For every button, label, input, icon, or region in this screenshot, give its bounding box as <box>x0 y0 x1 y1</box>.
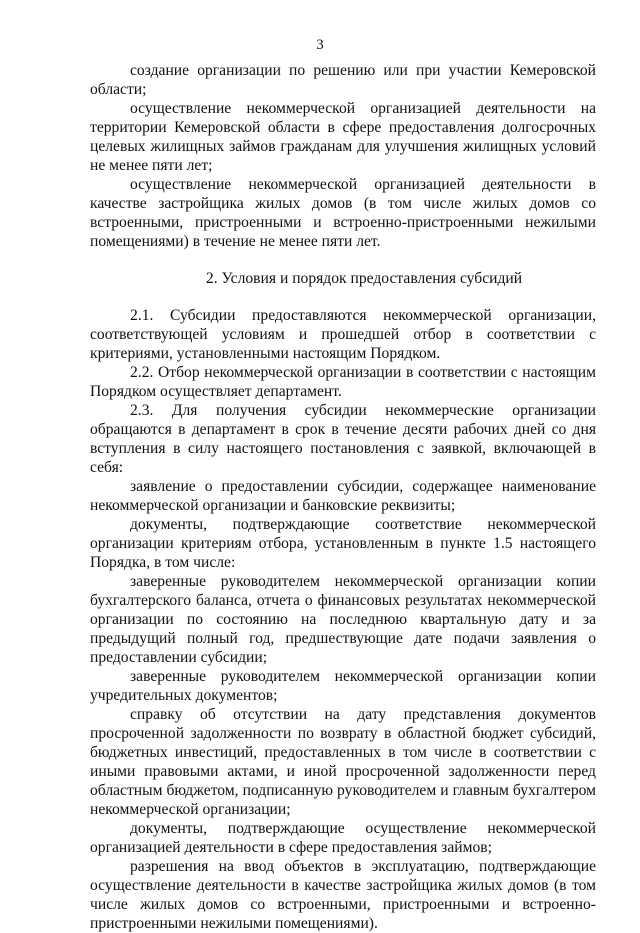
list-item: разрешения на ввод объектов в эксплуатацию, подтверждающие осуществление деятельности в качестве застройщика жилых домов (в том числе жилых домов со встроенными, пристроенными и встроенно-пристроенными нежилыми помещениями). <box>90 858 596 932</box>
clause-2-1: 2.1. Субсидии предоставляются некоммерческой организации, соответствующей условиям и прошедшей отбор в соответствии с критериями, установленными настоящим Порядком. <box>90 307 596 362</box>
clause-2-2: 2.2. Отбор некоммерческой организации в соответствии с настоящим Порядком осуществляет департамент. <box>90 364 596 400</box>
clause-2-3: 2.3. Для получения субсидии некоммерческие организации обращаются в департамент в срок в течение десяти рабочих дней со дня вступления в силу настоящего постановления с заявкой, включающей в себя: <box>90 402 596 476</box>
paragraph: осуществление некоммерческой организацией деятельности на территории Кемеровской области в сфере предоставления долгосрочных целевых жилищных займов гражданам для улучшения жилищных условий не менее пяти лет; <box>90 100 596 174</box>
document-body <box>90 61 596 933</box>
list-item: документы, подтверждающие соответствие некоммерческой организации критериям отбора, установленным в пункте 1.5 настоящего Порядка, в том числе: <box>90 516 596 571</box>
list-item: справку об отсутствии на дату представления документов просроченной задолженности по возврату в областной бюджет субсидий, бюджетных инвестиций, предоставленных в том числе в соответствии с иными правовыми актами, и иной просроченной задолженности перед областным бюджетом, подписанную руководителем и главным бухгалтером некоммерческой организации; <box>90 706 596 818</box>
section-heading: 2. Условия и порядок предоставления субсидий <box>205 270 523 287</box>
list-item: заверенные руководителем некоммерческой организации копии бухгалтерского баланса, отчета о финансовых результатах некоммерческой организации по состоянию на последнюю квартальную дату и за предыдущий полный год, предшествующие дате подачи заявления о предоставлении субсидии; <box>90 573 596 666</box>
list-item: заверенные руководителем некоммерческой организации копии учредительных документов; <box>90 668 596 704</box>
paragraph: осуществление некоммерческой организацией деятельности в качестве застройщика жилых домов (в том числе жилых домов со встроенными, пристроенными и встроенно-пристроенными нежилыми помещениями) в течение не менее пяти лет. <box>90 176 596 250</box>
list-item: заявление о предоставлении субсидии, содержащее наименование некоммерческой организации и банковские реквизиты; <box>90 478 596 514</box>
paragraph: создание организации по решению или при участии Кемеровской области; <box>90 62 596 98</box>
list-item: документы, подтверждающие осуществление некоммерческой организацией деятельности в сфере предоставления займов; <box>90 820 596 856</box>
page-number: 3 <box>316 37 324 53</box>
